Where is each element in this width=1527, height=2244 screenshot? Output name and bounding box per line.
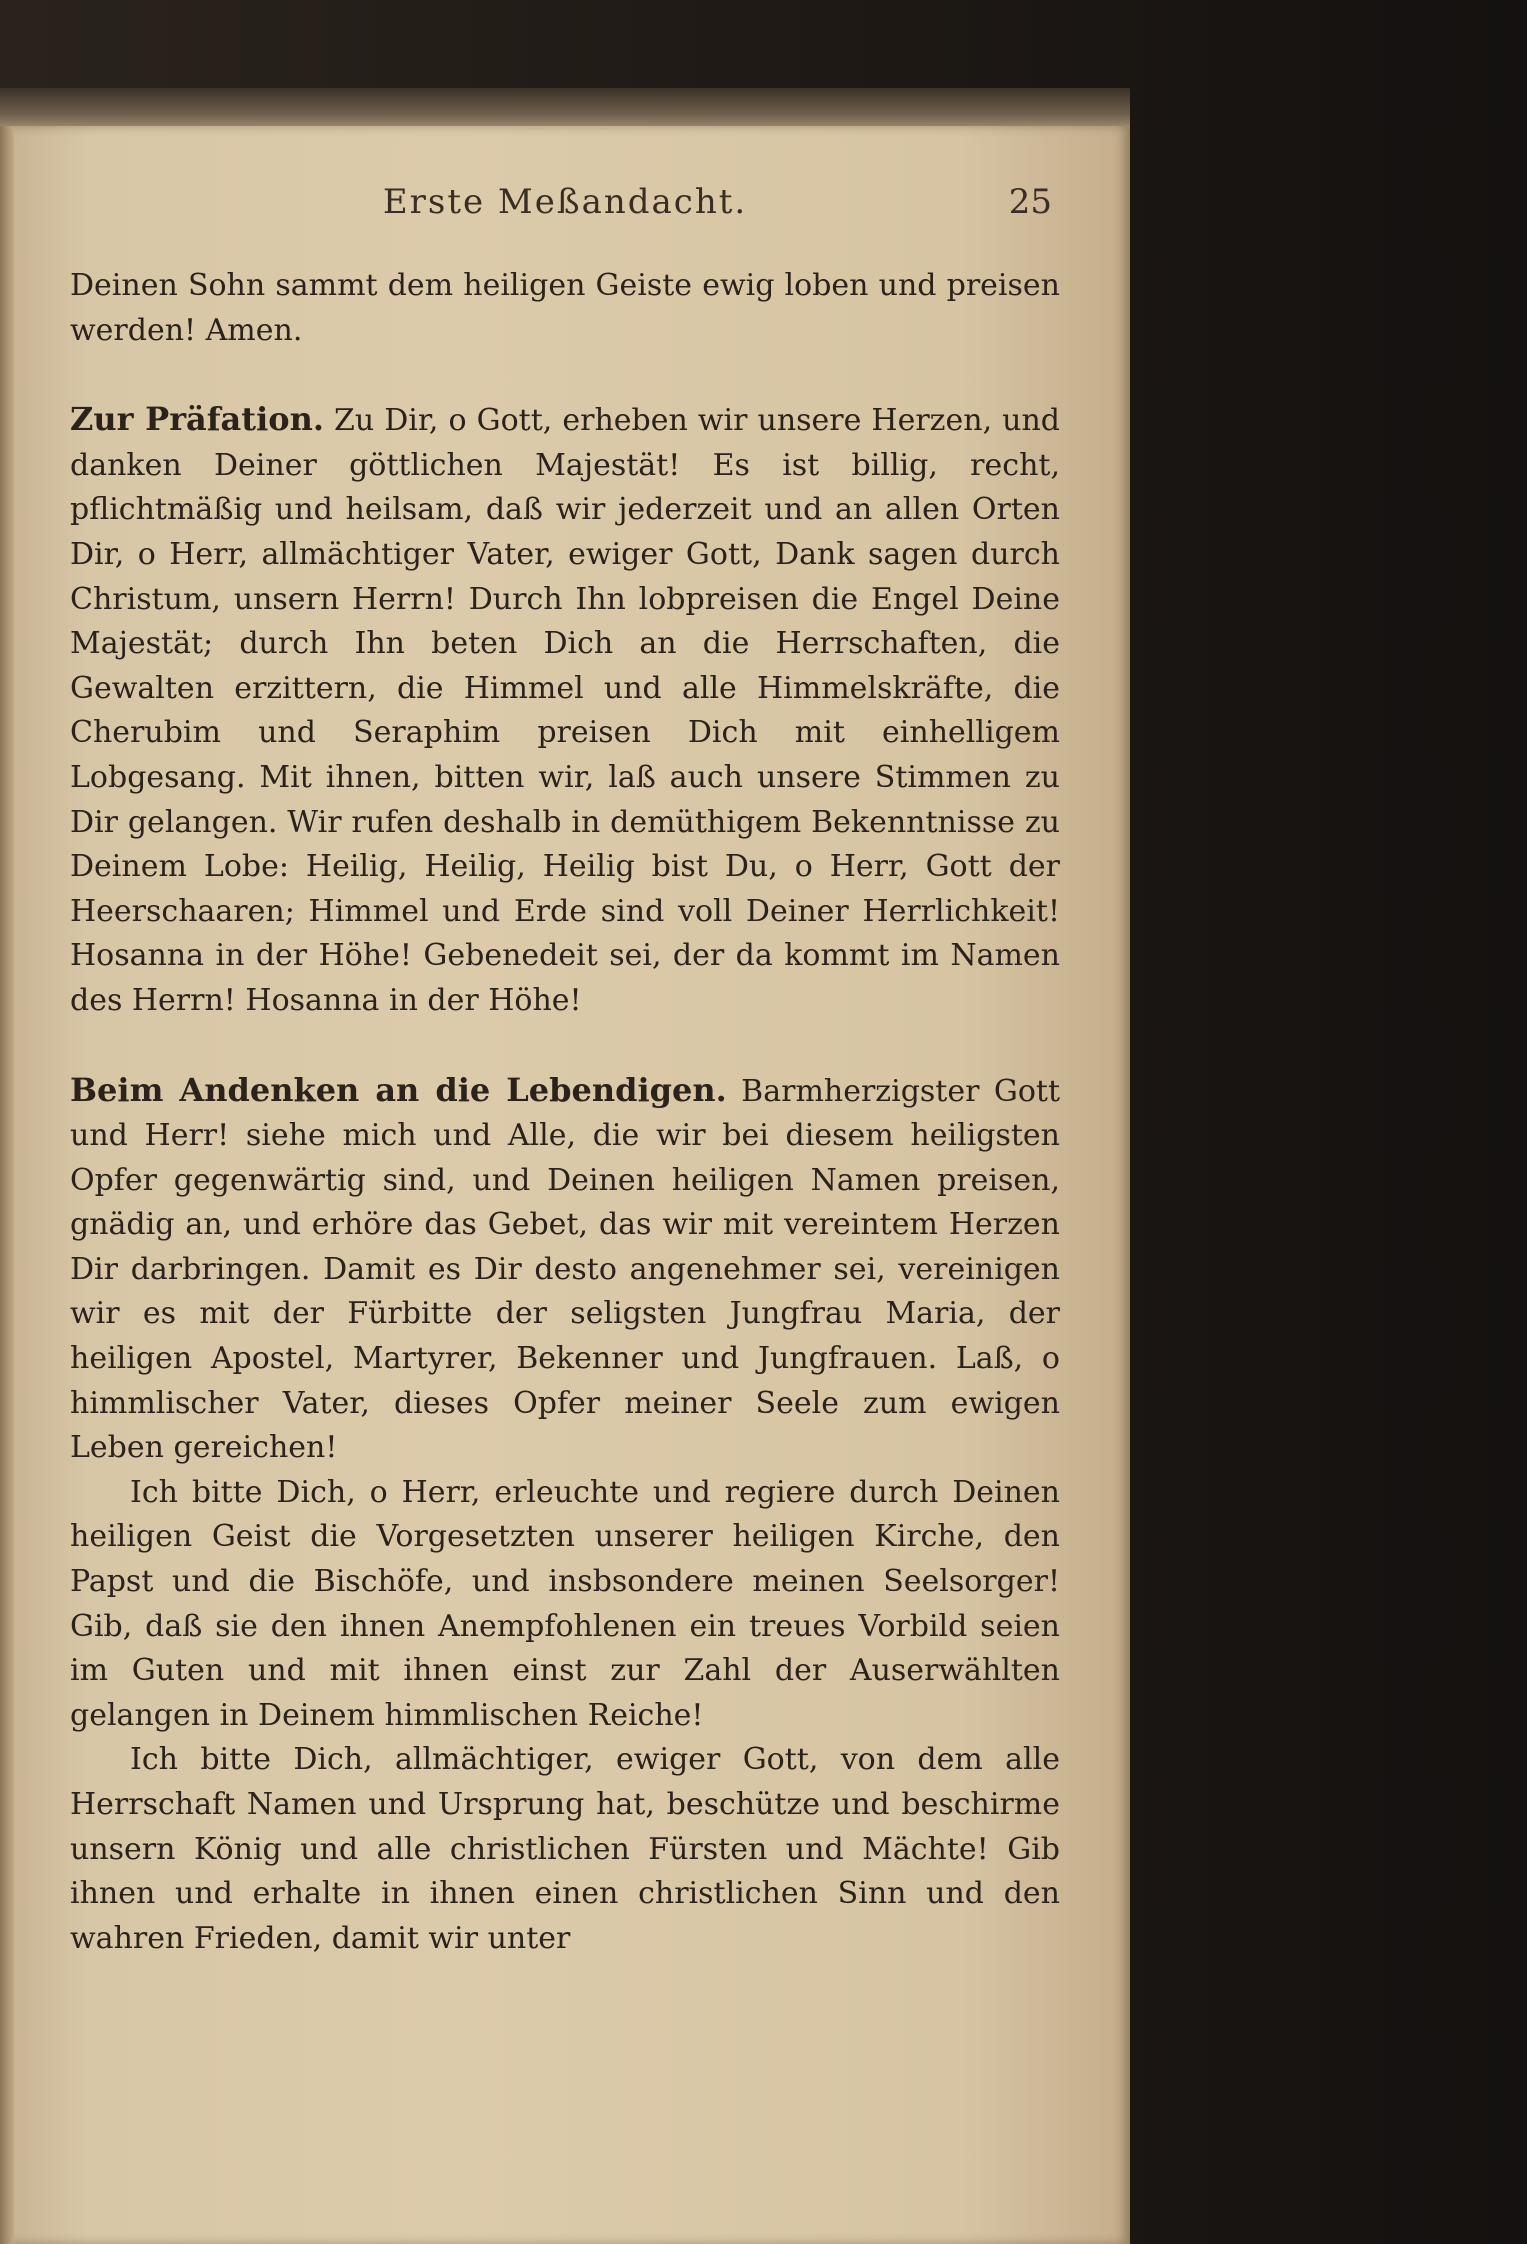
page-title: Erste Meßandacht. <box>382 182 748 222</box>
praefation-heading: Zur Präfation. <box>70 400 324 439</box>
continuation-paragraph: Deinen Sohn sammt dem heiligen Geiste ewig loben und preisen werden! Amen. <box>70 268 1060 348</box>
rulers-prayer-paragraph: Ich bitte Dich, allmächtiger, ewiger Gott, von dem alle Herrschaft Namen und Ursprung hat, beschütze und beschirme unsern König und alle christlichen Fürsten und Mächte! Gib ihnen und erhalte in ihnen einen christlichen Sinn und den wahren Frieden, damit wir unter <box>70 1742 1060 1956</box>
running-header <box>70 182 1060 232</box>
page-text <box>70 264 1060 1961</box>
lebendigen-paragraph <box>70 1068 1060 1471</box>
lebendigen-heading: Beim Andenken an die Lebendigen. <box>70 1070 727 1109</box>
church-prayer-paragraph: Ich bitte Dich, o Herr, erleuchte und regiere durch Deinen heiligen Geist die Vorgesetzten unserer heiligen Kirche, den Papst und die Bischöfe, und insbsondere meinen Seelsorger! Gib, daß sie den ihnen Anempfohlenen ein treues Vorbild seien im Guten und mit ihnen einst zur Zahl der Auserwählten gelangen in Deinem himmlischen Reiche! <box>70 1474 1060 1733</box>
page-number: 25 <box>1008 182 1052 222</box>
lebendigen-text: Barmherzigster Gott und Herr! siehe mich und Alle, die wir bei diesem heiligsten Opfer gegenwärtig sind, und Deinen heiligen Namen preisen, gnädig an, und erhöre das Gebet, das wir mit vereintem Herzen Dir darbringen. Damit es Dir desto angenehmer sei, vereinigen wir es mit der Fürbitte der seligsten Jungfrau Maria, der heiligen Apostel, Martyrer, Bekenner und Jungfrauen. Laß, o himmlischer Vater, dieses Opfer meiner Seele zum ewigen Leben gereichen! <box>70 1073 1060 1466</box>
praefation-paragraph <box>70 397 1060 1023</box>
praefation-text: Zu Dir, o Gott, erheben wir unsere Herzen, und danken Deiner göttlichen Majestät! Es ist billig, recht, pflichtmäßig und heilsam, daß wir jederzeit und an allen Orten Dir, o Herr, allmächtiger Vater, ewiger Gott, Dank sagen durch Christum, unsern Herrn! Durch Ihn lobpreisen die Engel Deine Majestät; durch Ihn beten Dich an die Herrschaften, die Gewalten erzittern, die Himmel und alle Himmelskräfte, die Cherubim und Seraphim preisen Dich mit einhelligem Lobgesang. Mit ihnen, bitten wir, laß auch unsere Stimmen zu Dir gelangen. Wir rufen deshalb in demüthigem Bekenntnisse zu Deinem Lobe: Heilig, Heilig, Heilig bist Du, o Herr, Gott der Heerschaaren; Himmel und Erde sind voll Deiner Herrlichkeit! Hosanna in der Höhe! Gebenedeit sei, der da kommt im Namen des Herrn! Hosanna in der Höhe! <box>70 403 1060 1018</box>
